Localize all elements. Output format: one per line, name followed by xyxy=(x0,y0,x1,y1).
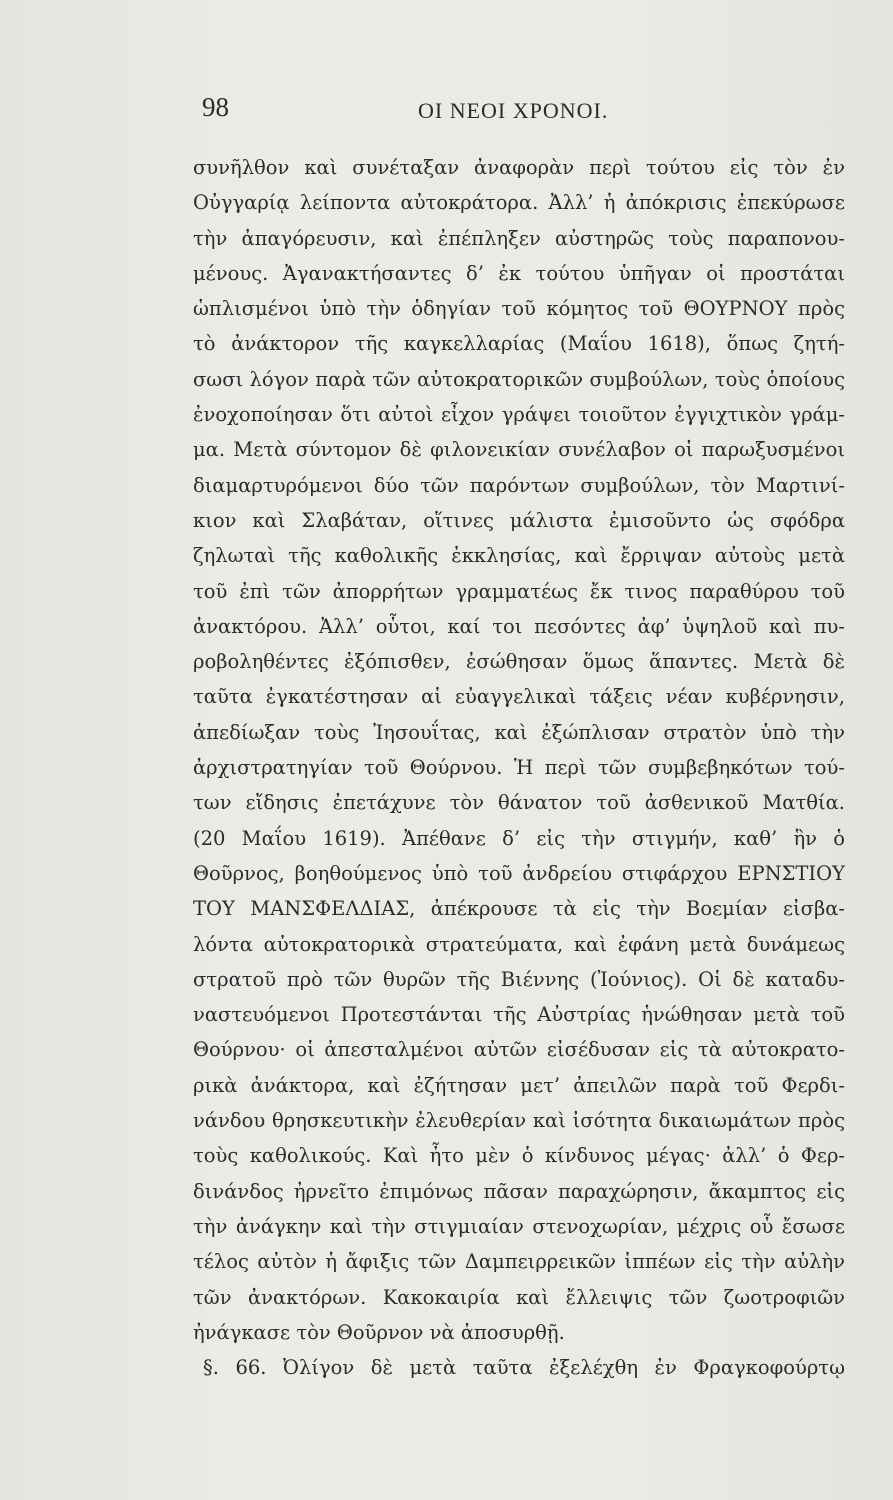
text-line: σωσι λόγον παρὰ τῶν αὐτοκρατορικῶν συμβούλων, τοὺς ὁποίους xyxy=(193,367,845,391)
body-text xyxy=(193,150,845,1385)
text-line: ταῦτα ἐγκατέστησαν αἱ εὐαγγελικαὶ τάξεις νέαν κυβέρνησιν, xyxy=(193,685,845,709)
text-line: ζηλωταὶ τῆς καθολικῆς ἐκκλησίας, καὶ ἔρριψαν αὐτοὺς μετὰ xyxy=(193,544,845,568)
text-line: (20 Μαΐου 1619). Ἀπέθανε δ’ εἰς τὴν στιγμήν, καθ’ ἣν ὁ xyxy=(193,826,845,850)
text-line: ἀρχιστρατηγίαν τοῦ Θούρνου. Ἡ περὶ τῶν συμβεβηκότων τού- xyxy=(193,756,845,780)
text-line: τὴν ἀπαγόρευσιν, καὶ ἐπέπληξεν αὐστηρῶς τοὺς παραπονου- xyxy=(193,226,845,250)
text-line: ρικὰ ἀνάκτορα, καὶ ἐζήτησαν μετ’ ἀπειλῶν παρὰ τοῦ Φερδι- xyxy=(193,1073,845,1097)
text-line: ἀπεδίωξαν τοὺς Ἰησουΐτας, καὶ ἐξώπλισαν στρατὸν ὑπὸ τὴν xyxy=(193,720,845,744)
page-header xyxy=(190,92,840,132)
text-line: λόντα αὐτοκρατορικὰ στρατεύματα, καὶ ἐφάνη μετὰ δυνάμεως xyxy=(193,932,845,956)
text-line: τῶν ἀνακτόρων. Κακοκαιρία καὶ ἔλλειψις τῶν ζωοτροφιῶν xyxy=(193,1285,845,1309)
text-line: δινάνδος ἠρνεῖτο ἐπιμόνως πᾶσαν παραχώρησιν, ἄκαμπτος εἰς xyxy=(193,1179,845,1203)
text-line: των εἴδησις ἐπετάχυνε τὸν θάνατον τοῦ ἀσθενικοῦ Ματθία. xyxy=(193,791,845,815)
running-head: ΟΙ ΝΕΟΙ ΧΡΟΝΟΙ. xyxy=(418,98,609,123)
text-line: Θούρνου· οἱ ἀπεσταλμένοι αὐτῶν εἰσέδυσαν εἰς τὰ αὐτοκρατο- xyxy=(193,1038,845,1062)
text-line: §. 66. Ὀλίγον δὲ μετὰ ταῦτα ἐξελέχθη ἐν Φραγκοφούρτῳ xyxy=(203,1356,845,1380)
text-line: ἐνοχοποίησαν ὅτι αὐτοὶ εἶχον γράψει τοιοῦτον ἐγγιχτικὸν γράμ- xyxy=(193,403,845,427)
text-line: Οὐγγαρίᾳ λείποντα αὐτοκράτορα. Ἀλλ’ ἡ ἀπόκρισις ἐπεκύρωσε xyxy=(193,191,845,215)
text-line: συνῆλθον καὶ συνέταξαν ἀναφορὰν περὶ τούτου εἰς τὸν ἐν xyxy=(193,156,845,179)
text-line: μα. Μετὰ σύντομον δὲ φιλονεικίαν συνέλαβον οἱ παρωξυσμένοι xyxy=(193,438,845,462)
text-line: ροβοληθέντες ἐξόπισθεν, ἐσώθησαν ὅμως ἅπαντες. Μετὰ δὲ xyxy=(193,650,845,674)
text-line: ὡπλισμένοι ὑπὸ τὴν ὁδηγίαν τοῦ κόμητος τοῦ ΘΟΥΡΝΟΥ πρὸς xyxy=(193,297,845,321)
text-line: τὴν ἀνάγκην καὶ τὴν στιγμιαίαν στενοχωρίαν, μέχρις οὗ ἔσωσε xyxy=(193,1214,845,1238)
text-line: κιον καὶ Σλαβάταν, οἵτινες μάλιστα ἐμισοῦντο ὡς σφόδρα xyxy=(193,508,845,532)
text-line: ἠνάγκασε τὸν Θοῦρνον νὰ ἀποσυρθῇ. xyxy=(193,1320,565,1344)
text-line: μένους. Ἀγανακτήσαντες δ’ ἐκ τούτου ὑπῆγαν οἱ προστάται xyxy=(193,261,845,285)
page-number: 98 xyxy=(202,92,229,122)
text-line: νάνδου θρησκευτικὴν ἐλευθερίαν καὶ ἰσότητα δικαιωμάτων πρὸς xyxy=(193,1109,845,1133)
text-line: ναστευόμενοι Προτεστάνται τῆς Αὐστρίας ἡνώθησαν μετὰ τοῦ xyxy=(193,1003,845,1027)
text-line: στρατοῦ πρὸ τῶν θυρῶν τῆς Βιέννης (Ἰούνιος). Οἱ δὲ καταδυ- xyxy=(193,967,845,991)
text-line: ΤΟΥ ΜΑΝΣΦΕΛΔΙΑΣ, ἀπέκρουσε τὰ εἰς τὴν Βοεμίαν εἰσβα- xyxy=(193,897,845,921)
text-line: διαμαρτυρόμενοι δύο τῶν παρόντων συμβούλων, τὸν Μαρτινί- xyxy=(193,473,845,497)
text-line: τέλος αὐτὸν ἡ ἄφιξις τῶν Δαμπειρρεικῶν ἱππέων εἰς τὴν αὐλὴν xyxy=(193,1250,845,1274)
text-line: τοῦ ἐπὶ τῶν ἀπορρήτων γραμματέως ἔκ τινος παραθύρου τοῦ xyxy=(193,579,845,603)
text-line: τοὺς καθολικούς. Καὶ ἦτο μὲν ὁ κίνδυνος μέγας· ἀλλ’ ὁ Φερ- xyxy=(193,1144,845,1168)
text-line: ἀνακτόρου. Ἀλλ’ οὗτοι, καί τοι πεσόντες ἀφ’ ὑψηλοῦ καὶ πυ- xyxy=(193,614,845,638)
text-line: τὸ ἀνάκτορον τῆς καγκελλαρίας (Μαΐου 1618), ὅπως ζητή- xyxy=(193,332,845,356)
text-line: Θοῦρνος, βοηθούμενος ὑπὸ τοῦ ἀνδρείου στιφάρχου ΕΡΝΣΤΙΟΥ xyxy=(193,861,845,885)
